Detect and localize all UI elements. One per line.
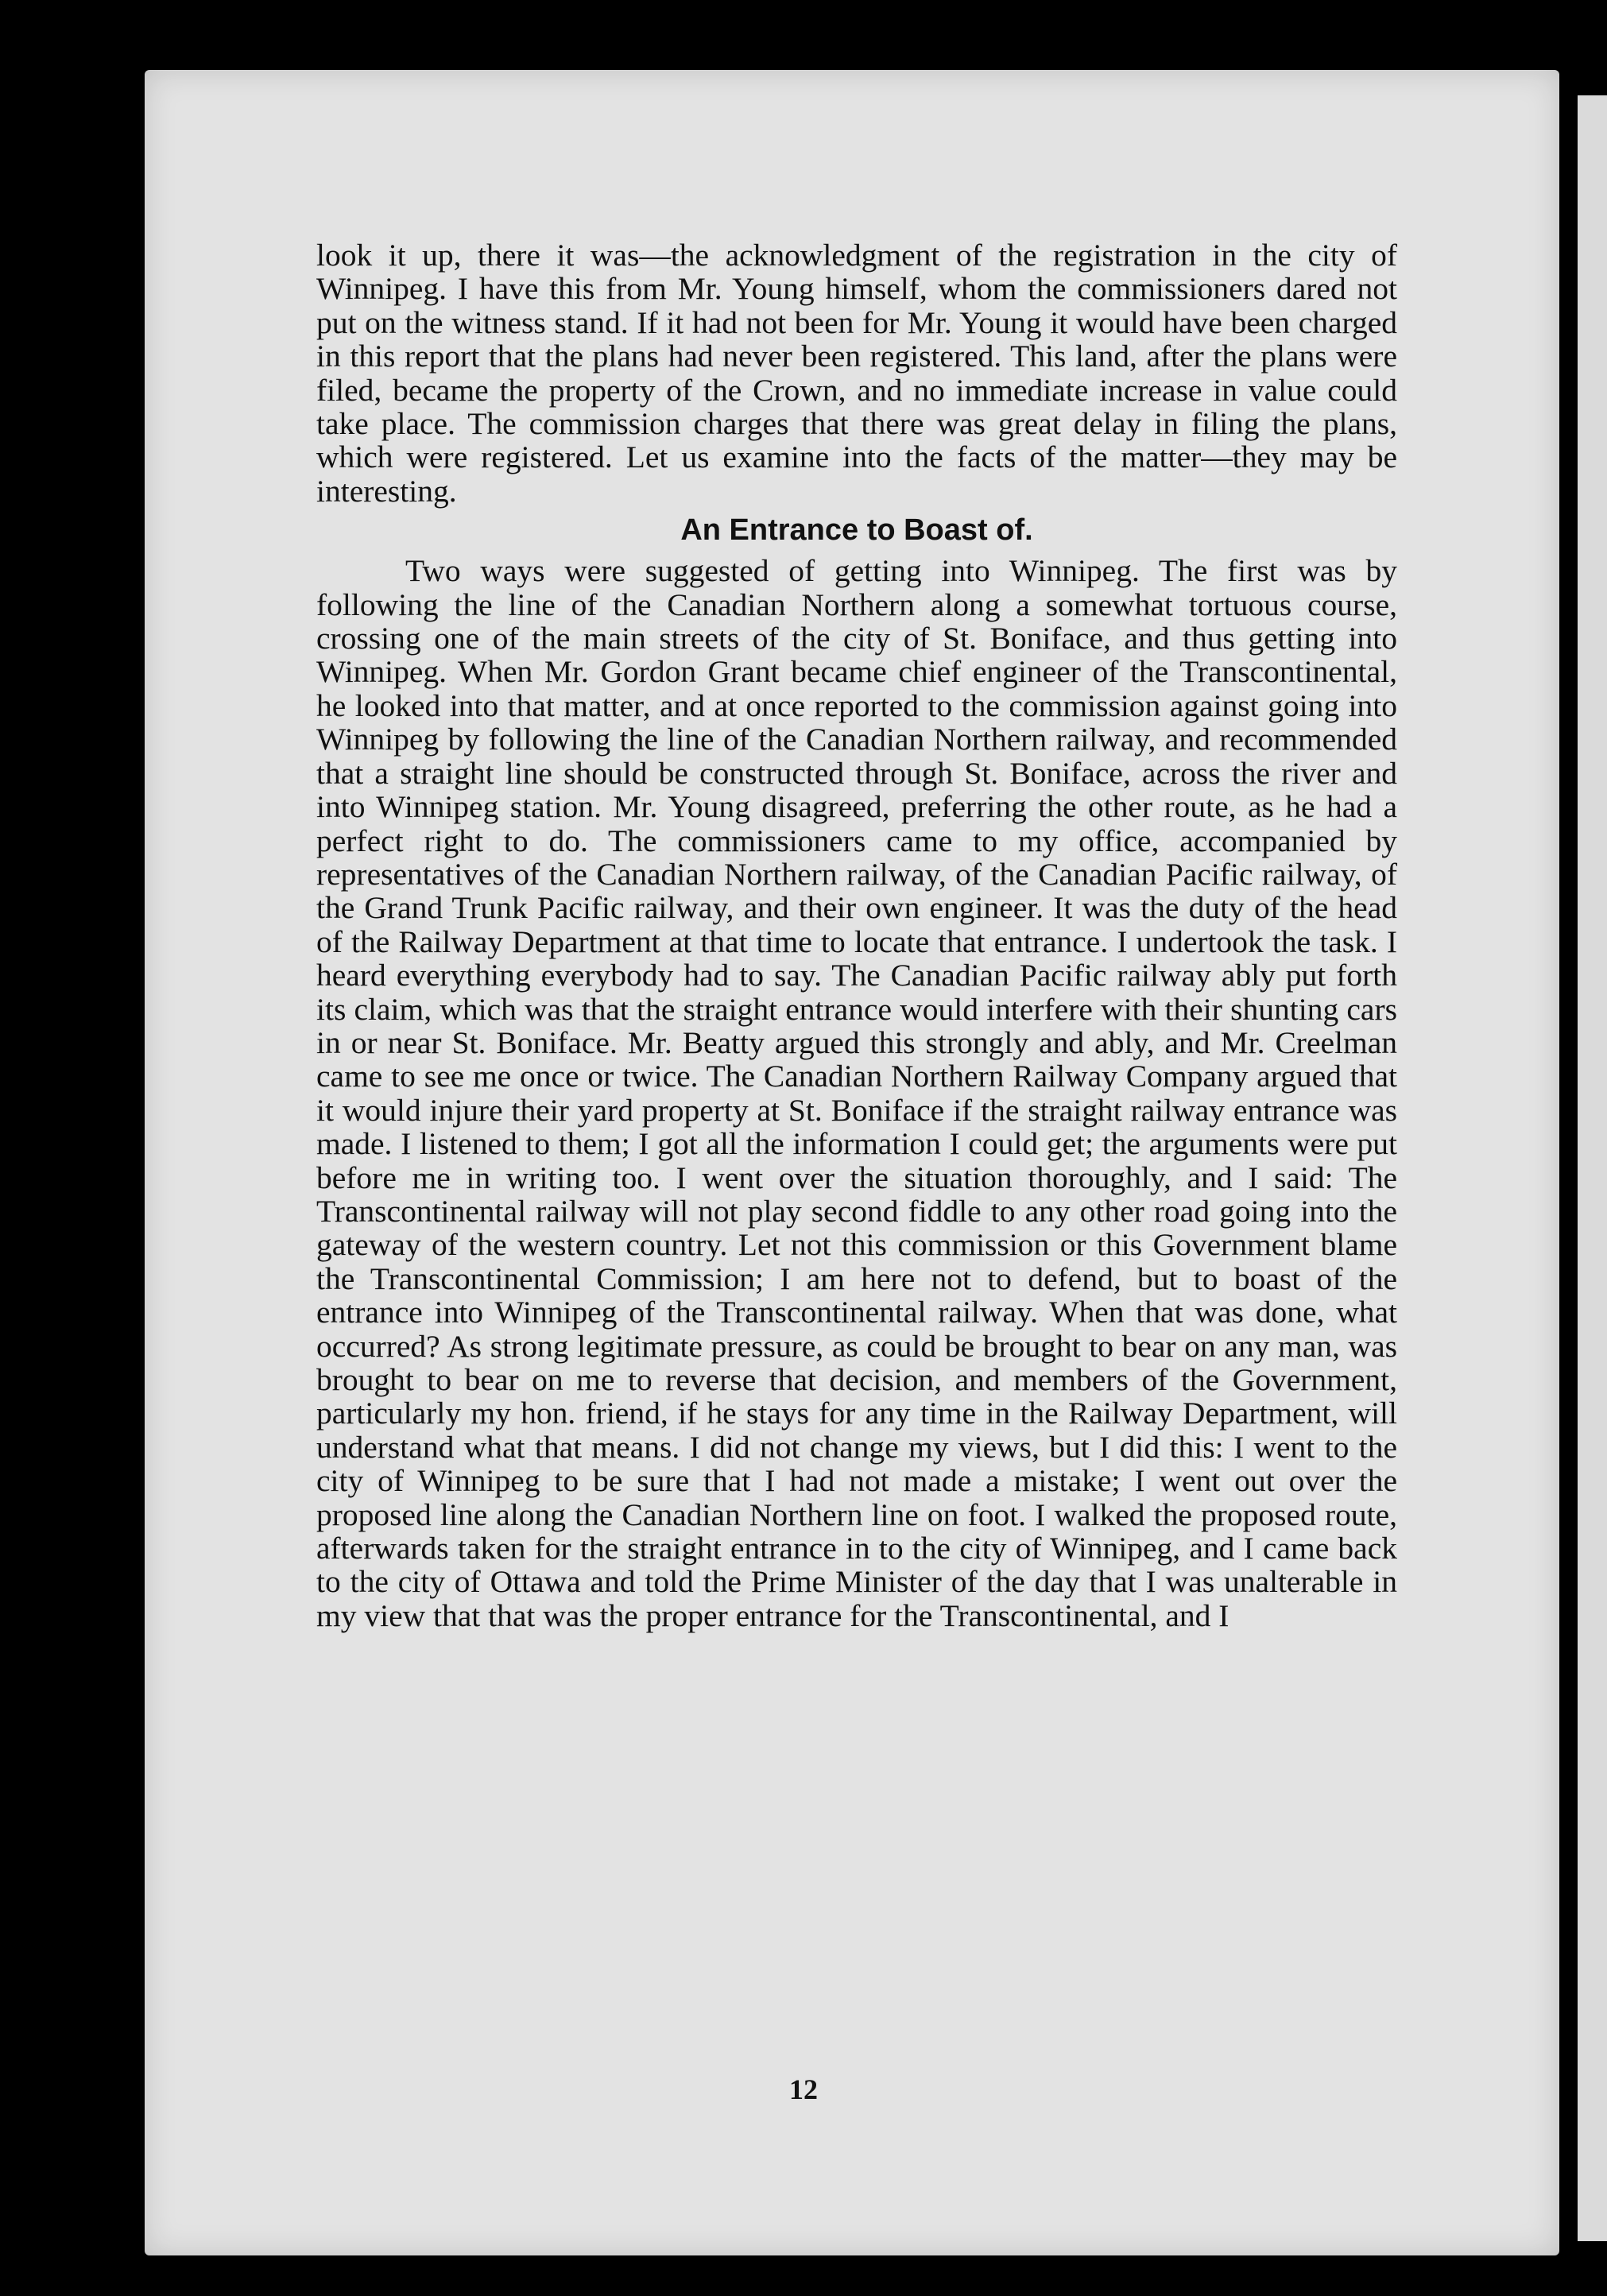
page-body (316, 238, 1397, 1632)
facing-page-edge (1578, 95, 1607, 2241)
paragraph-1: look it up, there it was—the acknowledgment of the registration in the city of Winnipeg. I have this from Mr. Young himself, whom the commissioners dared not put on the witness stand. If it had not been for Mr. Young it would have been charged in this report that the plans had never been registered. This land, after the plans were filed, became the property of the Crown, and no immediate increase in value could take place. The commission charges that there was great delay in filing the plans, which were registered. Let us examine into the facts of the matter—they may be interesting. (316, 238, 1397, 509)
page-number: 12 (789, 2073, 818, 2105)
paragraph-2: Two ways were suggested of getting into Winnipeg. The first was by following the line of the Canadian Northern along a somewhat tortuous course, crossing one of the main streets of the city of St. Boniface, and thus getting into Winnipeg. When Mr. Gordon Grant became chief engineer of the Transcontinental, he looked into that matter, and at once reported to the commission against going into Winnipeg by following the line of the Canadian Northern railway, and recommended that a straight line should be constructed through St. Boniface, across the river and into Winnipeg station. Mr. Young disagreed, preferring the other route, as he had a perfect right to do. The commissioners came to my office, accompanied by representatives of the Canadian Northern railway, of the Canadian Pacific railway, of the Grand Trunk Pacific railway, and their own engineer. It was the duty of the head of the Railway Department at that time to locate that entrance. I undertook the task. I heard everything everybody had to say. The Canadian Pacific railway ably put forth its claim, which was that the straight entrance would interfere with their shunting cars in or near St. Boniface. Mr. Beatty argued this strongly and ably, and Mr. Creelman came to see me once or twice. The Canadian Northern Railway Company argued that it would injure their yard property at St. Boniface if the straight railway entrance was made. I listened to them; I got all the information I could get; the arguments were put before me in writing too. I went over the situation thoroughly, and I said: The Transcontinental railway will not play second fiddle to any other road going into the gateway of the western country. Let not this commission or this Government blame the Transcontinental Commission; I am here not to defend, but to boast of the entrance into Winnipeg of the Transcontinental railway. When that was done, what occurred? As strong legitimate pressure, as could be brought to bear on any man, was brought to bear on me to reverse that decision, and members of the Government, particularly my hon. friend, if he stays for any time in the Railway Department, will understand what that means. I did not change my views, but I did this: I went to the city of Winnipeg to be sure that I had not made a mistake; I went out over the proposed line along the Canadian Northern line on foot. I walked the proposed route, afterwards taken for the straight entrance in to the city of Winnipeg, and I came back to the city of Ottawa and told the Prime Minister of the day that I was unalterable in my view that that was the proper entrance for the Transcontinental, and I (316, 553, 1397, 1633)
section-heading: An Entrance to Boast of. (680, 513, 1033, 548)
